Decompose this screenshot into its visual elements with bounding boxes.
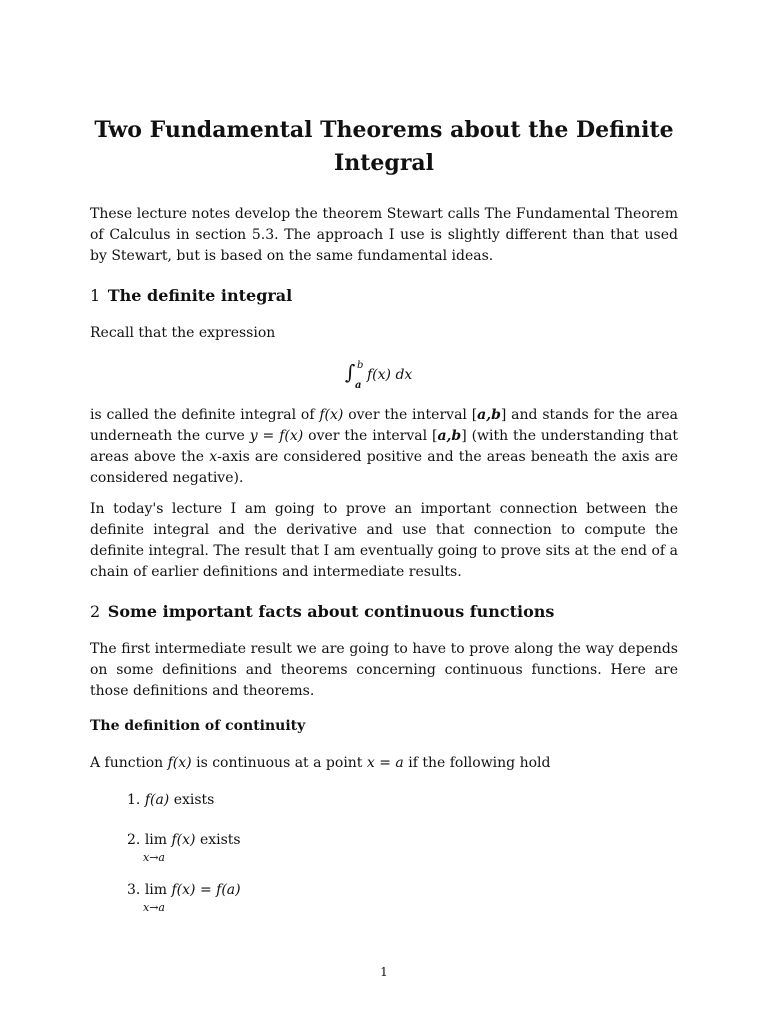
math-span: y = f(x) [249, 428, 304, 444]
definite-integral-explanation [90, 405, 678, 489]
continuity-subheading: The definition of continuity [90, 718, 306, 734]
page-number: 1 [380, 965, 388, 979]
condition-suffix: exists [195, 832, 241, 848]
text-span: A function [90, 755, 168, 771]
section-2-number: 2 [90, 602, 101, 621]
limit-subscript: x→a [143, 901, 165, 914]
section-2-title: Some important facts about continuous functions [107, 602, 555, 621]
condition-number: 2. [127, 832, 141, 848]
text-span: -axis are considered positive and the areas beneath the axis are considered negative). [90, 449, 679, 486]
math-span: a,b [437, 428, 462, 444]
math-span: x = a [366, 755, 404, 771]
condition-suffix: exists [169, 792, 215, 808]
document-title: Two Fundamental Theorems about the Definite Integral [94, 117, 674, 176]
integral-lower-limit: a [355, 380, 362, 391]
condition-expression: f(x) = f(a) [171, 882, 241, 898]
math-span: a,b [477, 407, 501, 423]
math-span: f(x) [167, 755, 192, 771]
text-span: over the interval [ [343, 407, 478, 423]
lecture-overview-paragraph: In today's lecture I am going to prove an important connection between the definite integral and the derivative and use that connection to compute the definite integral. The result that I am eventually going to prove sits at the end of a chain of earlier definitions and intermediate results. [90, 501, 678, 580]
text-span: is called the definite integral of [90, 407, 320, 423]
condition-prefix: lim [144, 832, 172, 848]
section-1-heading [90, 286, 292, 305]
text-span: is continuous at a point [191, 755, 367, 771]
definite-integral-equation [345, 360, 445, 392]
continuity-condition [127, 790, 214, 810]
limit-subscript: x→a [143, 851, 165, 864]
continuity-condition [127, 880, 241, 914]
continuous-functions-paragraph: The first intermediate result we are going to have to prove along the way depends on some definitions and theorems concerning continuous functions. Here are those definitions and theorems. [90, 641, 678, 699]
continuity-condition [127, 830, 241, 864]
condition-expression: f(a) [144, 792, 170, 808]
section-2-heading [90, 602, 554, 621]
section-1-number: 1 [90, 286, 101, 305]
condition-prefix: lim [144, 882, 172, 898]
integrand: f(x) dx [367, 367, 413, 383]
integral-sign: ∫ [345, 360, 356, 384]
condition-expression: f(x) [171, 832, 196, 848]
continuity-definition [90, 753, 678, 774]
recall-paragraph: Recall that the expression [90, 325, 276, 341]
math-span: f(x) [319, 407, 344, 423]
text-span: ] (with the understanding that areas above the [90, 428, 679, 465]
condition-number: 3. [127, 882, 141, 898]
text-span: if the following hold [403, 755, 551, 771]
condition-number: 1. [127, 792, 141, 808]
math-span: x [209, 449, 218, 465]
text-span: ] and stands for the area underneath the curve [90, 407, 678, 444]
intro-paragraph: These lecture notes develop the theorem Stewart calls The Fundamental Theorem of Calculus in section 5.3. The approach I use is slightly different than that used by Stewart, but is based on the same fundamental ideas. [90, 206, 678, 264]
integral-upper-limit: b [357, 360, 364, 371]
text-span: over the interval [ [303, 428, 438, 444]
section-1-title: The definite integral [107, 286, 293, 305]
